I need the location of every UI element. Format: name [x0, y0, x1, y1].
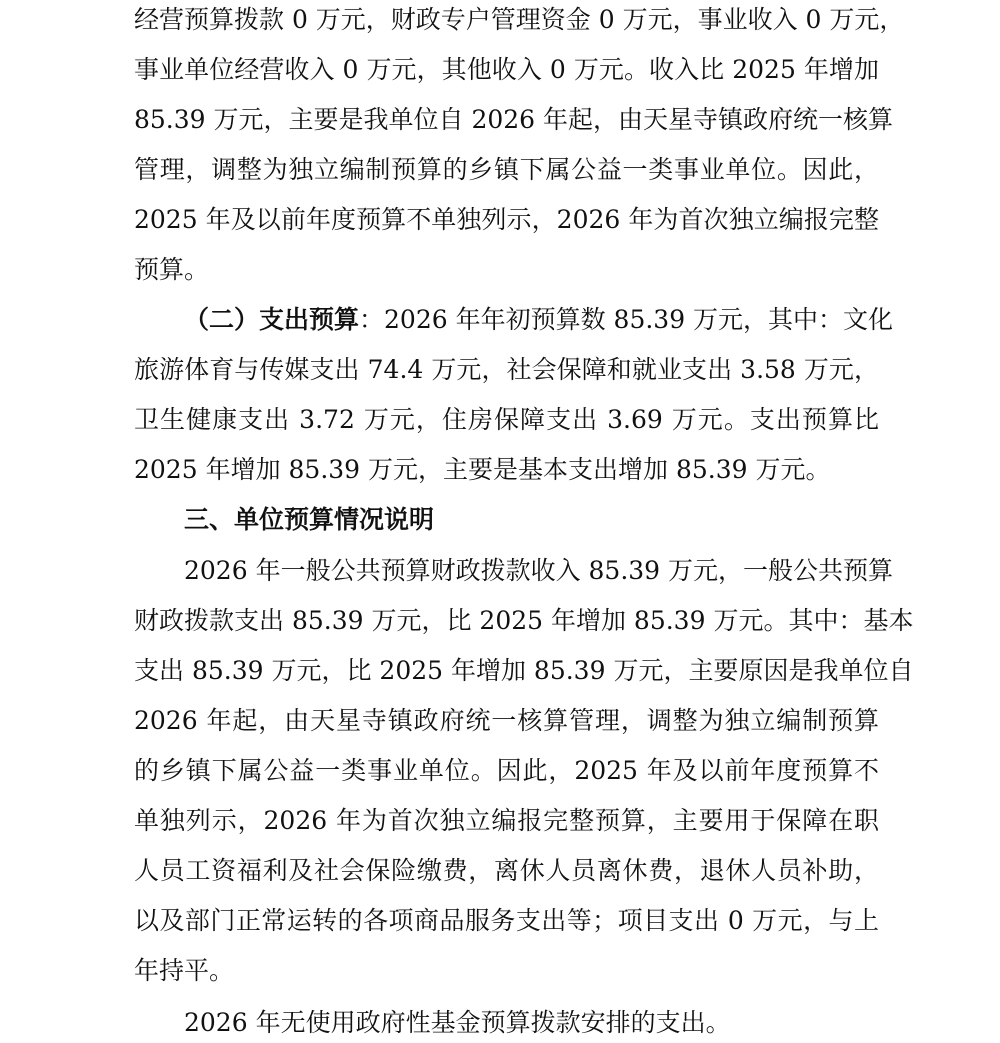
section-3-heading: 三、单位预算情况说明 [184, 505, 435, 534]
section-3-line-8: 以及部门正常运转的各项商品服务支出等；项目支出 0 万元，与上 [134, 906, 879, 935]
section-3-line-5: 的乡镇下属公益一类事业单位。因此，2025 年及以前年度预算不 [134, 756, 879, 785]
section-3-line-2: 财政拨款支出 85.39 万元，比 2025 年增加 85.39 万元。其中：基本 [134, 606, 914, 635]
paragraph-2-line-4: 2025 年增加 85.39 万元，主要是基本支出增加 85.39 万元。 [134, 455, 831, 484]
paragraph-2-line-2: 旅游体育与传媒支出 74.4 万元，社会保障和就业支出 3.58 万元， [134, 355, 879, 384]
section-3-line-7: 人员工资福利及社会保险缴费，离休人员离休费，退休人员补助， [134, 856, 879, 885]
paragraph-2-line-1-text: ：2026 年年初预算数 85.39 万元，其中：文化 [359, 305, 894, 334]
paragraph-1-line-3: 85.39 万元，主要是我单位自 2026 年起，由天星寺镇政府统一核算 [134, 105, 894, 134]
section-3-line-4: 2026 年起，由天星寺镇政府统一核算管理，调整为独立编制预算 [134, 706, 879, 735]
section-3-line-1: 2026 年一般公共预算财政拨款收入 85.39 万元，一般公共预算 [184, 556, 894, 585]
section-3-line-3: 支出 85.39 万元，比 2025 年增加 85.39 万元，主要原因是我单位自 [134, 656, 914, 685]
paragraph-4: 2026 年无使用政府性基金预算拨款安排的支出。 [184, 1008, 731, 1037]
section-3-line-6: 单独列示，2026 年为首次独立编报完整预算，主要用于保障在职 [134, 806, 879, 835]
paragraph-1-line-6: 预算。 [134, 255, 210, 284]
paragraph-1-line-4: 管理，调整为独立编制预算的乡镇下属公益一类事业单位。因此， [134, 155, 879, 184]
expenditure-budget-label: （二）支出预算 [184, 305, 360, 334]
paragraph-2-line-3: 卫生健康支出 3.72 万元，住房保障支出 3.69 万元。支出预算比 [134, 405, 879, 434]
section-3-line-9: 年持平。 [134, 956, 235, 985]
paragraph-1-line-5: 2025 年及以前年度预算不单独列示，2026 年为首次独立编报完整 [134, 205, 879, 234]
paragraph-1-line-1: 经营预算拨款 0 万元，财政专户管理资金 0 万元，事业收入 0 万元， [134, 5, 905, 34]
paragraph-1-line-2: 事业单位经营收入 0 万元，其他收入 0 万元。收入比 2025 年增加 [134, 55, 879, 84]
paragraph-2-line-1 [184, 302, 894, 338]
